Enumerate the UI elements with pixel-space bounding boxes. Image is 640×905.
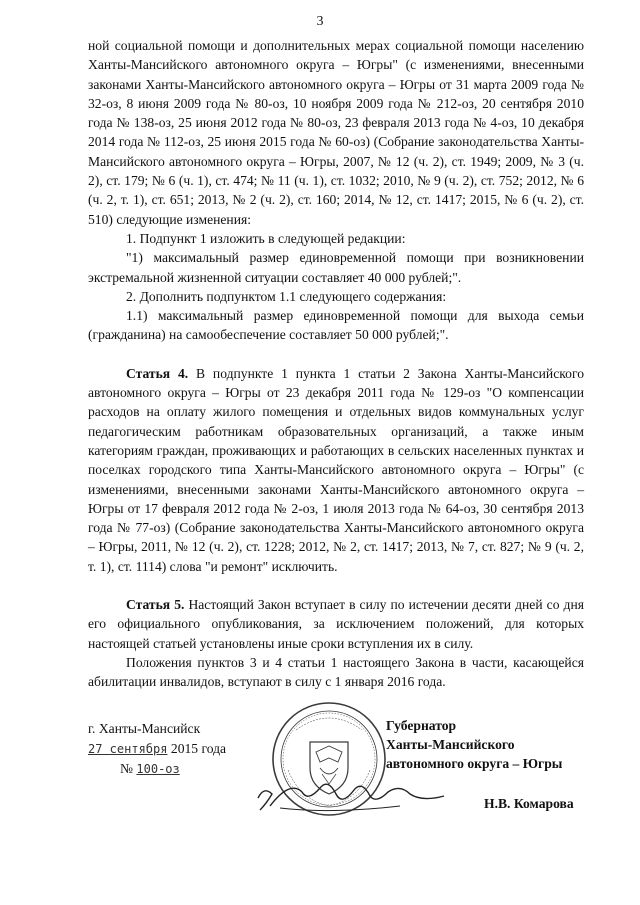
page-number: 3 xyxy=(316,14,324,29)
paragraph-intro: ной социальной помощи и дополнительных мерах социальной помощи населению Ханты-Мансийского автономного округа – Югры" (с изменениями, внесенными законами Ханты-Мансийского автономного округа – Югры от 31 марта 2009 года № 32-оз, 8 июня 2009 года № 80-оз, 10 ноября 2009 года № 212-оз, 20 сентября 2010 года № 138-оз, 25 июня 2012 года № 80-оз, 23 февраля 2013 года № 4-оз, 10 декабря 2014 года № 112-оз, 25 июня 2015 года № 60-оз) (Собрание законодательства Ханты-Мансийского автономного округа – Югры, 2007, № 12 (ч. 2), ст. 1949; 2009, № 3 (ч. 2), ст. 179; № 6 (ч. 1), ст. 474; № 11 (ч. 1), ст. 1032; 2010, № 9 (ч. 2), ст. 752; 2012, № 6 (ч. 2, т. 1), ст. 651; 2013, № 2 (ч. 2), ст. 160; 2014, № 12, ст. 1417; 2015, № 6 (ч. 2), ст. 510) следующие изменения: xyxy=(88,38,584,227)
article-5-heading: Статья 5. xyxy=(126,597,185,613)
paragraph-item-1: 1. Подпункт 1 изложить в следующей редакции: xyxy=(126,230,406,246)
spacer xyxy=(88,576,584,595)
paragraph-quote-2: 1.1) максимальный размер единовременной помощи для выхода семьи (гражданина) на самообеспечение составляет 50 000 рублей;". xyxy=(88,308,584,343)
governor-title-line-2: Ханты-Мансийского xyxy=(386,737,515,752)
handwritten-signature-icon xyxy=(250,770,450,820)
article-5 xyxy=(88,595,584,653)
article-5-text: Настоящий Закон вступает в силу по истечении десяти дней со дня его официального опубликования, за исключением положений, для которых настоящей статьей установлены иные сроки вступления их в силу. xyxy=(88,597,584,651)
article-4-text: В подпункте 1 пункта 1 статьи 2 Закона Ханты-Мансийского автономного округа – Югры от 23 декабря 2011 года № 129-оз "О компенсации расходов на оплату жилого помещения и отдельных видов коммунальных услуг педагогическим работникам образовательных организаций, а также иным категориям граждан, проживающих и работающих в сельских населенных пунктах и поселках городского типа Ханты-Мансийского автономного округа – Югры" (с изменениями, внесенными законами Ханты-Мансийского автономного округа – Югры от 17 февраля 2012 года № 2-оз, 1 июля 2013 года № 64-оз, 30 сентября 2013 года № 77-оз) (Собрание законодательства Ханты-Мансийского автономного округа – Югры, 2011, № 12 (ч. 2), ст. 1228; 2012, № 2, ст. 1417; 2013, № 7, ст. 827; № 9 (ч. 2, т. 1), ст. 1114) слова "и ремонт" исключить. xyxy=(88,365,584,574)
paragraph-item-2: 2. Дополнить подпунктом 1.1 следующего содержания: xyxy=(126,288,447,304)
place-date-block xyxy=(88,719,226,779)
paragraph-quote-1: "1) максимальный размер единовременной помощи при возникновении экстремальной жизненной ситуации составляет 40 000 рублей;". xyxy=(88,250,584,285)
handwritten-date: 27 сентября xyxy=(88,742,168,756)
handwritten-number: 100-оз xyxy=(136,762,180,776)
law-number-line xyxy=(120,759,226,779)
governor-title-block xyxy=(386,716,562,773)
article-4 xyxy=(88,364,584,576)
number-prefix: № xyxy=(120,761,133,776)
date-line xyxy=(88,739,226,759)
paragraph-effective-date: Положения пунктов 3 и 4 статьи 1 настоящего Закона в части, касающейся абилитации инвалидов, вступают в силу с 1 января 2016 года. xyxy=(88,654,584,690)
governor-title-line-3: автономного округа – Югры xyxy=(386,756,563,771)
document-body xyxy=(88,36,584,692)
signer-name: Н.В. Комарова xyxy=(484,796,574,811)
article-4-heading: Статья 4. xyxy=(126,365,189,381)
city: г. Ханты-Мансийск xyxy=(88,721,201,736)
date-suffix: 2015 года xyxy=(170,741,227,756)
spacer xyxy=(88,345,584,364)
governor-title-line-1: Губернатор xyxy=(386,718,457,733)
